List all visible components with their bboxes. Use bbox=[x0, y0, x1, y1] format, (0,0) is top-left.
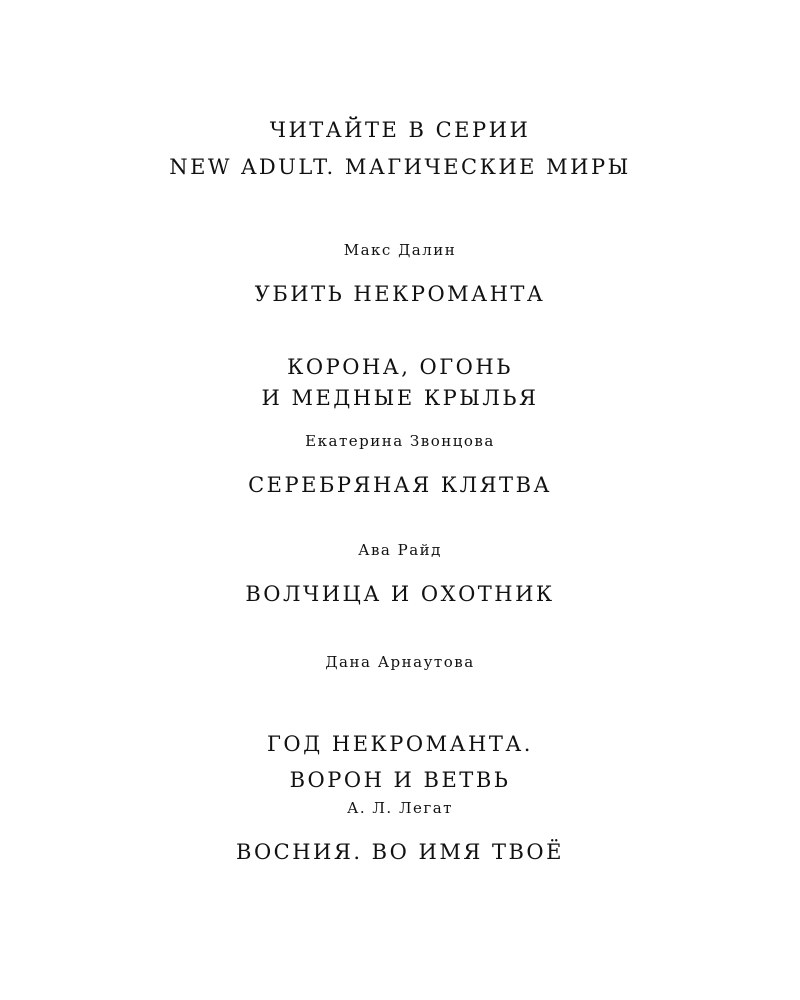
author-name: Дана Арнаутова bbox=[325, 653, 475, 671]
book-title-text: СЕРЕБРЯНАЯ КЛЯТВА bbox=[248, 473, 552, 497]
book-entry bbox=[0, 240, 800, 414]
book-title bbox=[0, 278, 800, 311]
book-title bbox=[0, 469, 800, 502]
book-title bbox=[0, 578, 800, 611]
book-entry bbox=[0, 652, 800, 798]
book-title-text: ВОЛЧИЦА И ОХОТНИК bbox=[245, 582, 555, 606]
book-title-text: КОРОНА, ОГОНЬ И МЕДНЫЕ КРЫЛЬЯ bbox=[261, 355, 539, 410]
book-entry bbox=[0, 540, 800, 611]
book-entry bbox=[0, 431, 800, 502]
series-header bbox=[0, 112, 800, 186]
author-name: Ава Райд bbox=[358, 541, 442, 559]
book-title-text: ГОД НЕКРОМАНТА. ВОРОН И ВЕТВЬ bbox=[267, 732, 533, 792]
book-entry bbox=[0, 798, 800, 869]
book-title bbox=[0, 321, 800, 414]
series-heading-line-1: ЧИТАЙТЕ В СЕРИИ bbox=[269, 118, 531, 142]
author-name: А. Л. Легат bbox=[347, 799, 453, 817]
book-title bbox=[0, 690, 800, 798]
series-heading-line-2: NEW ADULT. МАГИЧЕСКИЕ МИРЫ bbox=[169, 155, 631, 179]
book-title-text: УБИТЬ НЕКРОМАНТА bbox=[254, 282, 546, 306]
book-title bbox=[0, 836, 800, 869]
author-name: Макс Далин bbox=[343, 241, 457, 259]
author-name: Екатерина Звонцова bbox=[305, 432, 495, 450]
book-title-text: ВОСНИЯ. ВО ИМЯ ТВОЁ bbox=[236, 840, 564, 864]
